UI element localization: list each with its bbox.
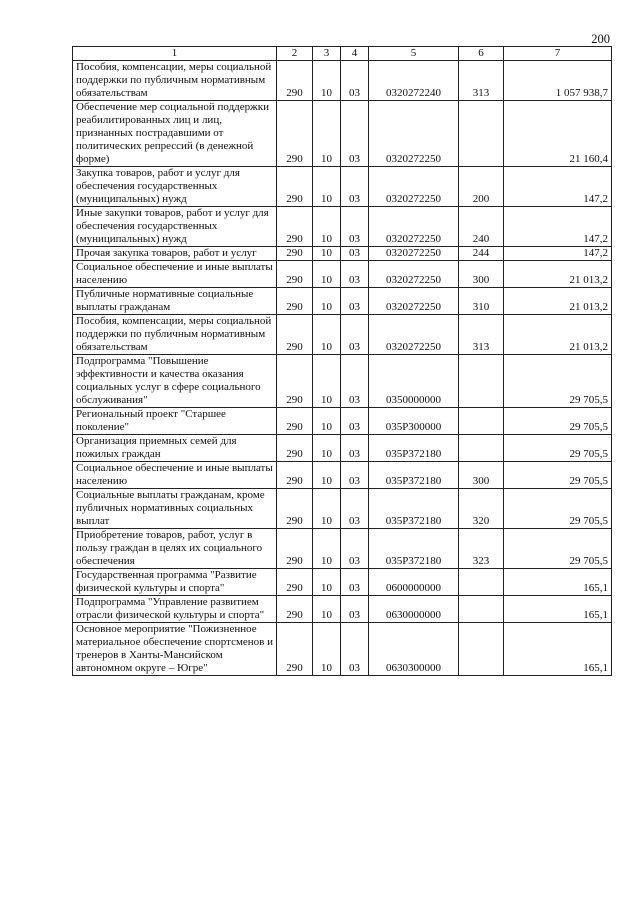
row-name: Государственная программа "Развитие физической культуры и спорта" (73, 569, 277, 596)
row-rz: 10 (313, 408, 341, 435)
row-sum: 29 705,5 (504, 462, 612, 489)
row-csr: 0320272240 (369, 61, 459, 101)
row-rz: 10 (313, 247, 341, 261)
row-rz: 10 (313, 569, 341, 596)
row-pr: 03 (341, 101, 369, 167)
row-ved: 290 (277, 167, 313, 207)
row-name: Обеспечение мер социальной поддержки реабилитированных лиц и лиц, признанных пострадавшими от политических репрессий (в денежной форме) (73, 101, 277, 167)
row-name: Пособия, компенсации, меры социальной поддержки по публичным нормативным обязательствам (73, 61, 277, 101)
row-csr: 0350000000 (369, 355, 459, 408)
row-pr: 03 (341, 569, 369, 596)
table-row (73, 596, 612, 623)
header-col-5: 5 (369, 47, 459, 61)
table-row (73, 61, 612, 101)
table-row (73, 355, 612, 408)
row-sum: 21 013,2 (504, 261, 612, 288)
header-col-6: 6 (459, 47, 504, 61)
table-row (73, 529, 612, 569)
row-ved: 290 (277, 61, 313, 101)
row-name: Региональный проект "Старшее поколение" (73, 408, 277, 435)
row-vr (459, 596, 504, 623)
row-pr: 03 (341, 247, 369, 261)
row-vr (459, 623, 504, 676)
row-pr: 03 (341, 435, 369, 462)
budget-table (72, 46, 612, 676)
row-ved: 290 (277, 529, 313, 569)
row-csr: 0630000000 (369, 596, 459, 623)
row-pr: 03 (341, 61, 369, 101)
row-pr: 03 (341, 408, 369, 435)
header-col-1: 1 (73, 47, 277, 61)
row-csr: 035P300000 (369, 408, 459, 435)
row-vr (459, 435, 504, 462)
row-csr: 035P372180 (369, 435, 459, 462)
row-pr: 03 (341, 261, 369, 288)
row-ved: 290 (277, 288, 313, 315)
row-sum: 21 160,4 (504, 101, 612, 167)
table-row (73, 569, 612, 596)
row-name: Пособия, компенсации, меры социальной поддержки по публичным нормативным обязательствам (73, 315, 277, 355)
table-row (73, 207, 612, 247)
row-sum: 165,1 (504, 623, 612, 676)
row-vr: 323 (459, 529, 504, 569)
row-ved: 290 (277, 315, 313, 355)
row-csr: 035P372180 (369, 489, 459, 529)
row-csr: 0600000000 (369, 569, 459, 596)
row-sum: 147,2 (504, 247, 612, 261)
row-ved: 290 (277, 596, 313, 623)
row-csr: 0320272250 (369, 167, 459, 207)
row-sum: 147,2 (504, 167, 612, 207)
row-sum: 1 057 938,7 (504, 61, 612, 101)
row-sum: 29 705,5 (504, 529, 612, 569)
row-ved: 290 (277, 462, 313, 489)
row-name: Организация приемных семей для пожилых граждан (73, 435, 277, 462)
row-vr: 244 (459, 247, 504, 261)
row-rz: 10 (313, 462, 341, 489)
row-csr: 0320272250 (369, 315, 459, 355)
table-row (73, 623, 612, 676)
row-ved: 290 (277, 569, 313, 596)
row-rz: 10 (313, 261, 341, 288)
row-ved: 290 (277, 207, 313, 247)
row-pr: 03 (341, 623, 369, 676)
row-vr: 200 (459, 167, 504, 207)
table-row (73, 247, 612, 261)
header-col-3: 3 (313, 47, 341, 61)
row-csr: 0320272250 (369, 288, 459, 315)
row-vr: 240 (459, 207, 504, 247)
row-csr: 0320272250 (369, 261, 459, 288)
row-name: Основное мероприятие "Пожизненное материальное обеспечение спортсменов и тренеров в Ханты-Мансийском автономном округе – Югре" (73, 623, 277, 676)
row-ved: 290 (277, 247, 313, 261)
table-row (73, 288, 612, 315)
row-sum: 29 705,5 (504, 435, 612, 462)
table-row (73, 435, 612, 462)
row-name: Публичные нормативные социальные выплаты гражданам (73, 288, 277, 315)
row-ved: 290 (277, 489, 313, 529)
table-row (73, 315, 612, 355)
row-vr (459, 408, 504, 435)
row-pr: 03 (341, 462, 369, 489)
header-col-4: 4 (341, 47, 369, 61)
row-ved: 290 (277, 261, 313, 288)
row-sum: 21 013,2 (504, 315, 612, 355)
row-ved: 290 (277, 623, 313, 676)
row-ved: 290 (277, 435, 313, 462)
row-csr: 0630300000 (369, 623, 459, 676)
row-rz: 10 (313, 315, 341, 355)
row-vr: 313 (459, 61, 504, 101)
row-vr: 320 (459, 489, 504, 529)
row-vr (459, 569, 504, 596)
row-ved: 290 (277, 408, 313, 435)
row-name: Подпрограмма "Повышение эффективности и качества оказания социальных услуг в сфере социального обслуживания" (73, 355, 277, 408)
row-pr: 03 (341, 355, 369, 408)
row-sum: 165,1 (504, 569, 612, 596)
row-pr: 03 (341, 315, 369, 355)
row-pr: 03 (341, 167, 369, 207)
row-rz: 10 (313, 489, 341, 529)
row-rz: 10 (313, 435, 341, 462)
row-csr: 0320272250 (369, 247, 459, 261)
row-sum: 147,2 (504, 207, 612, 247)
row-sum: 29 705,5 (504, 355, 612, 408)
row-pr: 03 (341, 288, 369, 315)
table-row (73, 408, 612, 435)
row-rz: 10 (313, 596, 341, 623)
row-ved: 290 (277, 355, 313, 408)
row-vr: 310 (459, 288, 504, 315)
row-sum: 29 705,5 (504, 489, 612, 529)
row-rz: 10 (313, 61, 341, 101)
row-sum: 29 705,5 (504, 408, 612, 435)
row-csr: 0320272250 (369, 207, 459, 247)
row-name: Закупка товаров, работ и услуг для обеспечения государственных (муниципальных) нужд (73, 167, 277, 207)
page-number: 200 (591, 32, 610, 46)
row-pr: 03 (341, 489, 369, 529)
row-ved: 290 (277, 101, 313, 167)
row-rz: 10 (313, 167, 341, 207)
row-pr: 03 (341, 529, 369, 569)
row-name: Подпрограмма "Управление развитием отрасли физической культуры и спорта" (73, 596, 277, 623)
row-rz: 10 (313, 355, 341, 408)
table-row (73, 462, 612, 489)
header-col-2: 2 (277, 47, 313, 61)
row-name: Прочая закупка товаров, работ и услуг (73, 247, 277, 261)
row-vr: 313 (459, 315, 504, 355)
table-row (73, 101, 612, 167)
row-name: Приобретение товаров, работ, услуг в пользу граждан в целях их социального обеспечения (73, 529, 277, 569)
header-row (73, 47, 612, 61)
row-csr: 035P372180 (369, 462, 459, 489)
row-rz: 10 (313, 207, 341, 247)
row-csr: 0320272250 (369, 101, 459, 167)
row-name: Социальные выплаты гражданам, кроме публичных нормативных социальных выплат (73, 489, 277, 529)
row-csr: 035P372180 (369, 529, 459, 569)
row-sum: 21 013,2 (504, 288, 612, 315)
row-name: Иные закупки товаров, работ и услуг для обеспечения государственных (муниципальных) нужд (73, 207, 277, 247)
row-name: Социальное обеспечение и иные выплаты населению (73, 462, 277, 489)
row-rz: 10 (313, 623, 341, 676)
row-vr: 300 (459, 462, 504, 489)
row-vr: 300 (459, 261, 504, 288)
row-vr (459, 101, 504, 167)
table-row (73, 261, 612, 288)
row-rz: 10 (313, 529, 341, 569)
row-name: Социальное обеспечение и иные выплаты населению (73, 261, 277, 288)
table-row (73, 489, 612, 529)
row-sum: 165,1 (504, 596, 612, 623)
row-rz: 10 (313, 101, 341, 167)
row-pr: 03 (341, 596, 369, 623)
table-row (73, 167, 612, 207)
row-pr: 03 (341, 207, 369, 247)
row-rz: 10 (313, 288, 341, 315)
header-col-7: 7 (504, 47, 612, 61)
row-vr (459, 355, 504, 408)
